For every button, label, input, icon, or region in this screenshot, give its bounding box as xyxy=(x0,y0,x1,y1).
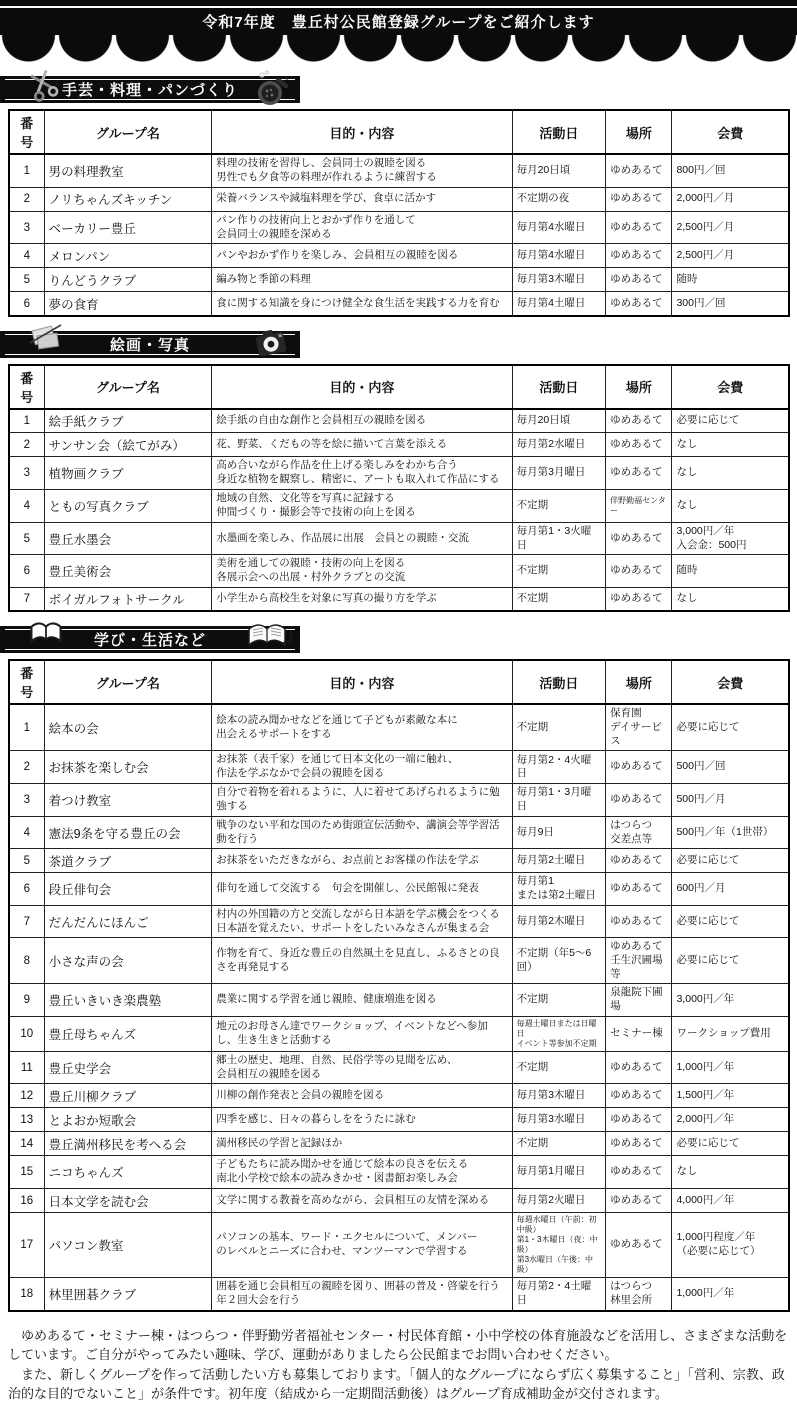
activity-day-cell: 不定期 xyxy=(512,490,606,523)
fee-cell: 4,000円／年 xyxy=(672,1189,789,1213)
purpose-cell: お抹茶をいただきながら、お点前とお客様の作法を学ぶ xyxy=(212,849,512,873)
fee-cell: 1,500円／年 xyxy=(672,1084,789,1108)
place-cell: ゆめあるて xyxy=(606,784,672,817)
fee-cell: 1,000円／年 xyxy=(672,1051,789,1084)
column-header: 活動日 xyxy=(512,110,606,154)
page-title: 令和7年度 豊丘村公民館登録グループをご紹介します xyxy=(202,14,595,31)
column-header: 場所 xyxy=(606,365,672,409)
activity-day-cell: 毎月第2火曜日 xyxy=(512,1189,606,1213)
place-cell: ゆめあるて xyxy=(606,1051,672,1084)
group-name-cell: 豊丘美術会 xyxy=(44,555,212,588)
banner-bar xyxy=(0,8,797,35)
group-name-cell: 段丘俳句会 xyxy=(44,873,212,905)
section-learning-life xyxy=(0,626,797,1311)
table-header-row xyxy=(9,660,789,704)
purpose-cell: 絵本の読み聞かせなどを通じて子どもが素敵な本に 出会えるサポートをする xyxy=(212,704,512,750)
section-title: 手芸・料理・パンづくり xyxy=(61,82,238,99)
row-number-cell: 6 xyxy=(9,873,44,905)
table-row xyxy=(9,1084,789,1108)
fee-cell: 1,000円程度／年 （必要に応じて） xyxy=(672,1213,789,1278)
table-row xyxy=(9,1189,789,1213)
column-header: 番号 xyxy=(9,660,44,704)
table-row xyxy=(9,704,789,750)
row-number-cell: 2 xyxy=(9,433,44,457)
group-name-cell: ベーカリー豊丘 xyxy=(44,211,212,244)
row-number-cell: 7 xyxy=(9,905,44,938)
fee-cell: 800円／回 xyxy=(672,154,789,187)
activity-day-cell: 毎月第3月曜日 xyxy=(512,457,606,490)
row-number-cell: 16 xyxy=(9,1189,44,1213)
fee-cell: 2,500円／月 xyxy=(672,211,789,244)
group-name-cell: 絵手紙クラブ xyxy=(44,409,212,433)
fee-cell: 必要に応じて xyxy=(672,1132,789,1156)
section-title: 学び・生活など xyxy=(93,632,206,650)
fee-cell: なし xyxy=(672,587,789,611)
purpose-cell: 戦争のない平和な国のため街頭宣伝活動や、講演会等学習活動を行う xyxy=(212,816,512,849)
group-name-cell: 憲法9条を守る豊丘の会 xyxy=(44,816,212,849)
fee-cell: なし xyxy=(672,433,789,457)
purpose-cell: 絵手紙の自由な創作と会員相互の親睦を図る xyxy=(212,409,512,433)
purpose-cell: 食に関する知識を身につけ健全な食生活を実践する力を育む xyxy=(212,292,512,316)
activity-day-cell: 毎月第1 または第2土曜日 xyxy=(512,873,606,905)
row-number-cell: 5 xyxy=(9,849,44,873)
activity-day-cell: 毎月20日頃 xyxy=(512,409,606,433)
activity-day-cell: 不定期 xyxy=(512,587,606,611)
activity-day-cell: 毎月20日頃 xyxy=(512,154,606,187)
table-row xyxy=(9,938,789,984)
row-number-cell: 3 xyxy=(9,784,44,817)
activity-day-cell: 毎月第4土曜日 xyxy=(512,292,606,316)
column-header: 目的・内容 xyxy=(212,660,512,704)
table-row xyxy=(9,154,789,187)
table-row xyxy=(9,984,789,1016)
place-cell: ゆめあるて xyxy=(606,457,672,490)
place-cell: ゆめあるて xyxy=(606,409,672,433)
activity-day-cell: 毎月第4水曜日 xyxy=(512,211,606,244)
activity-day-cell: 毎月第3木曜日 xyxy=(512,268,606,292)
table-row xyxy=(9,1213,789,1278)
column-header: 会費 xyxy=(672,660,789,704)
table-header-row xyxy=(9,110,789,154)
fee-cell: なし xyxy=(672,457,789,490)
row-number-cell: 7 xyxy=(9,587,44,611)
row-number-cell: 4 xyxy=(9,490,44,523)
row-number-cell: 1 xyxy=(9,409,44,433)
row-number-cell: 2 xyxy=(9,751,44,784)
fee-cell: 随時 xyxy=(672,268,789,292)
place-cell: ゆめあるて xyxy=(606,244,672,268)
place-cell: ゆめあるて xyxy=(606,154,672,187)
activity-day-cell: 毎週土曜日または日曜日 イベント等参加不定期 xyxy=(512,1016,606,1051)
fee-cell: 必要に応じて xyxy=(672,409,789,433)
activity-day-cell: 毎月第1・3火曜日 xyxy=(512,522,606,554)
fee-cell: 2,500円／月 xyxy=(672,244,789,268)
fee-cell: ワークショップ費用 xyxy=(672,1016,789,1051)
column-header: 場所 xyxy=(606,110,672,154)
fee-cell: 3,000円／年 xyxy=(672,984,789,1016)
section-header-bar xyxy=(0,76,300,103)
row-number-cell: 8 xyxy=(9,938,44,984)
purpose-cell: 地元のお母さん達でワークショップ、イベントなどへ参加し、生き生きと活動する xyxy=(212,1016,512,1051)
table-row xyxy=(9,522,789,554)
table-row xyxy=(9,1016,789,1051)
fee-cell: 2,000円／月 xyxy=(672,187,789,211)
purpose-cell: 子どもたちに読み聞かせを通じて絵本の良さを伝える 南北小学校で絵本の読みきかせ・図書館お楽しみ会 xyxy=(212,1156,512,1189)
purpose-cell: パンやおかず作りを楽しみ、会員相互の親睦を図る xyxy=(212,244,512,268)
column-header: 目的・内容 xyxy=(212,110,512,154)
table-header-row xyxy=(9,365,789,409)
column-header: 活動日 xyxy=(512,365,606,409)
table-row xyxy=(9,268,789,292)
row-number-cell: 1 xyxy=(9,154,44,187)
footer-note xyxy=(8,1326,789,1404)
row-number-cell: 5 xyxy=(9,522,44,554)
group-name-cell: 豊丘水墨会 xyxy=(44,522,212,554)
activity-day-cell: 毎週水曜日（午前：初中級） 第1・3木曜日（夜：中級） 第3水曜日（午後：中級） xyxy=(512,1213,606,1278)
place-cell: ゆめあるて xyxy=(606,555,672,588)
purpose-cell: 文学に関する教養を高めながら、会員相互の友情を深める xyxy=(212,1189,512,1213)
place-cell: ゆめあるて xyxy=(606,522,672,554)
row-number-cell: 13 xyxy=(9,1108,44,1132)
purpose-cell: 作物を育て、身近な豊丘の自然風土を見直し、ふるさとの良さを再発見する xyxy=(212,938,512,984)
table-row xyxy=(9,587,789,611)
row-number-cell: 11 xyxy=(9,1051,44,1084)
fee-cell: なし xyxy=(672,1156,789,1189)
activity-day-cell: 不定期 xyxy=(512,704,606,750)
row-number-cell: 14 xyxy=(9,1132,44,1156)
column-header: グループ名 xyxy=(44,365,212,409)
row-number-cell: 1 xyxy=(9,704,44,750)
place-cell: はつらつ 交差点等 xyxy=(606,816,672,849)
activity-day-cell: 毎月第3水曜日 xyxy=(512,1108,606,1132)
purpose-cell: 水墨画を楽しみ、作品展に出展 会員との親睦・交流 xyxy=(212,522,512,554)
group-name-cell: 林里囲碁クラブ xyxy=(44,1278,212,1311)
purpose-cell: 高め合いながら作品を仕上げる楽しみをわかち合う 身近な植物を観察し、精密に、アートも取入れて作品にする xyxy=(212,457,512,490)
place-cell: ゆめあるて xyxy=(606,751,672,784)
place-cell: ゆめあるて xyxy=(606,1084,672,1108)
table-row xyxy=(9,751,789,784)
camera-icon xyxy=(252,324,292,369)
group-name-cell: お抹茶を楽しむ会 xyxy=(44,751,212,784)
group-name-cell: 夢の食育 xyxy=(44,292,212,316)
section-title: 絵画・写真 xyxy=(109,336,190,354)
fee-cell: 3,000円／年 入会金：500円 xyxy=(672,522,789,554)
purpose-cell: パソコンの基本、ワード・エクセルについて、メンバー のレベルとニーズに合わせ、マンツーマンで学習する xyxy=(212,1213,512,1278)
column-header: 番号 xyxy=(9,365,44,409)
table-row xyxy=(9,187,789,211)
table-row xyxy=(9,490,789,523)
banner-scallop-edge xyxy=(0,35,797,62)
purpose-cell: 村内の外国籍の方と交流しながら日本語を学ぶ機会をつくる 日本語を覚えたい、サポートをしたいみなさんが集まる会 xyxy=(212,905,512,938)
section-art-photo xyxy=(0,331,797,612)
activity-day-cell: 毎月第1月曜日 xyxy=(512,1156,606,1189)
row-number-cell: 15 xyxy=(9,1156,44,1189)
activity-day-cell: 毎月第1・3月曜日 xyxy=(512,784,606,817)
column-header: 活動日 xyxy=(512,660,606,704)
place-cell: ゆめあるて xyxy=(606,873,672,905)
fee-cell: 2,000円／年 xyxy=(672,1108,789,1132)
group-table-art xyxy=(8,364,790,612)
fee-cell: 500円／月 xyxy=(672,784,789,817)
purpose-cell: 地域の自然、文化等を写真に記録する 仲間づくり・撮影会等で技術の向上を図る xyxy=(212,490,512,523)
activity-day-cell: 毎月第2木曜日 xyxy=(512,905,606,938)
group-name-cell: 着つけ教室 xyxy=(44,784,212,817)
place-cell: ゆめあるて xyxy=(606,268,672,292)
activity-day-cell: 毎月第4水曜日 xyxy=(512,244,606,268)
table-row xyxy=(9,555,789,588)
purpose-cell: 四季を感じ、日々の暮らしををうたに詠む xyxy=(212,1108,512,1132)
activity-day-cell: 毎月第3木曜日 xyxy=(512,1084,606,1108)
fee-cell: 500円／回 xyxy=(672,751,789,784)
group-name-cell: サンサン会（絵てがみ） xyxy=(44,433,212,457)
column-header: グループ名 xyxy=(44,110,212,154)
activity-day-cell: 毎月第2・4土曜日 xyxy=(512,1278,606,1311)
row-number-cell: 10 xyxy=(9,1016,44,1051)
footer-paragraph: また、新しくグループを作って活動したい方も募集しております。「個人的なグループにならず広く募集すること」「営利、宗教、政治的な目的でないこと」が条件です。初年度（結成から一定期間活動後）はグループ育成補助金が交付されます。 xyxy=(8,1366,785,1402)
table-row xyxy=(9,1051,789,1084)
group-name-cell: ともの写真クラブ xyxy=(44,490,212,523)
activity-day-cell: 不定期 xyxy=(512,555,606,588)
group-name-cell: 豊丘いきいき楽農塾 xyxy=(44,984,212,1016)
group-name-cell: 豊丘満州移民を考へる会 xyxy=(44,1132,212,1156)
section-crafts-cooking xyxy=(0,76,797,317)
section-header-bar xyxy=(0,331,300,358)
group-name-cell: だんだんにほんご xyxy=(44,905,212,938)
row-number-cell: 3 xyxy=(9,457,44,490)
fee-cell: 500円／年（1世帯） xyxy=(672,816,789,849)
table-row xyxy=(9,1108,789,1132)
activity-day-cell: 不定期 xyxy=(512,984,606,1016)
column-header: 目的・内容 xyxy=(212,365,512,409)
place-cell: ゆめあるて 壬生沢圃場等 xyxy=(606,938,672,984)
fee-cell: 300円／回 xyxy=(672,292,789,316)
group-name-cell: ノリちゃんズキッチン xyxy=(44,187,212,211)
table-row xyxy=(9,849,789,873)
banner xyxy=(0,0,797,62)
place-cell: ゆめあるて xyxy=(606,211,672,244)
place-cell: ゆめあるて xyxy=(606,1213,672,1278)
place-cell: 保育園 デイサービス xyxy=(606,704,672,750)
row-number-cell: 6 xyxy=(9,292,44,316)
place-cell: ゆめあるて xyxy=(606,1132,672,1156)
group-name-cell: 男の料理教室 xyxy=(44,154,212,187)
group-name-cell: 絵本の会 xyxy=(44,704,212,750)
group-table-learning xyxy=(8,659,790,1311)
scissors-icon xyxy=(28,68,60,105)
fee-cell: 600円／月 xyxy=(672,873,789,905)
activity-day-cell: 不定期の夜 xyxy=(512,187,606,211)
group-name-cell: メロンパン xyxy=(44,244,212,268)
group-name-cell: 茶道クラブ xyxy=(44,849,212,873)
group-name-cell: 小さな声の会 xyxy=(44,938,212,984)
purpose-cell: 小学生から高校生を対象に写真の撮り方を学ぶ xyxy=(212,587,512,611)
fee-cell: 随時 xyxy=(672,555,789,588)
table-row xyxy=(9,816,789,849)
activity-day-cell: 毎月第2水曜日 xyxy=(512,433,606,457)
fee-cell: なし xyxy=(672,490,789,523)
table-row xyxy=(9,1132,789,1156)
purpose-cell: 川柳の創作発表と会員の親睦を図る xyxy=(212,1084,512,1108)
group-name-cell: ニコちゃんズ xyxy=(44,1156,212,1189)
place-cell: ゆめあるて xyxy=(606,905,672,938)
place-cell: ゆめあるて xyxy=(606,292,672,316)
table-row xyxy=(9,292,789,316)
row-number-cell: 4 xyxy=(9,816,44,849)
group-name-cell: パソコン教室 xyxy=(44,1213,212,1278)
purpose-cell: お抹茶（表千家）を通じて日本文化の一端に触れ、 作法を学ぶなかで会員の親睦を図る xyxy=(212,751,512,784)
place-cell: セミナー棟 xyxy=(606,1016,672,1051)
purpose-cell: 栄養バランスや減塩料理を学び、食卓に活かす xyxy=(212,187,512,211)
place-cell: ゆめあるて xyxy=(606,187,672,211)
fee-cell: 1,000円／年 xyxy=(672,1278,789,1311)
group-name-cell: 豊丘母ちゃんズ xyxy=(44,1016,212,1051)
group-table-crafts xyxy=(8,109,790,317)
group-name-cell: 豊丘川柳クラブ xyxy=(44,1084,212,1108)
table-row xyxy=(9,457,789,490)
table-row xyxy=(9,873,789,905)
row-number-cell: 9 xyxy=(9,984,44,1016)
purpose-cell: 郷土の歴史、地理、自然、民俗学等の見聞を広め、 会員相互の親睦を図る xyxy=(212,1051,512,1084)
top-strip xyxy=(0,0,797,6)
fee-cell: 必要に応じて xyxy=(672,704,789,750)
place-cell: ゆめあるて xyxy=(606,849,672,873)
purpose-cell: 俳句を通して交流する 句会を開催し、公民館報に発表 xyxy=(212,873,512,905)
table-row xyxy=(9,1156,789,1189)
fee-cell: 必要に応じて xyxy=(672,938,789,984)
place-cell: ゆめあるて xyxy=(606,433,672,457)
group-name-cell: りんどうクラブ xyxy=(44,268,212,292)
purpose-cell: 満州移民の学習と記録ほか xyxy=(212,1132,512,1156)
row-number-cell: 5 xyxy=(9,268,44,292)
column-header: 番号 xyxy=(9,110,44,154)
row-number-cell: 12 xyxy=(9,1084,44,1108)
open-books-icon xyxy=(246,619,292,662)
row-number-cell: 3 xyxy=(9,211,44,244)
place-cell: ゆめあるて xyxy=(606,1156,672,1189)
activity-day-cell: 毎月9日 xyxy=(512,816,606,849)
purpose-cell: 花、野菜、くだもの等を絵に描いて言葉を添える xyxy=(212,433,512,457)
purpose-cell: 編み物と季節の料理 xyxy=(212,268,512,292)
column-header: グループ名 xyxy=(44,660,212,704)
place-cell: ゆめあるて xyxy=(606,1189,672,1213)
purpose-cell: パン作りの技術向上とおかず作りを通して 会員同士の親睦を深める xyxy=(212,211,512,244)
group-name-cell: 日本文学を読む会 xyxy=(44,1189,212,1213)
place-cell: ゆめあるて xyxy=(606,1108,672,1132)
fee-cell: 必要に応じて xyxy=(672,849,789,873)
table-row xyxy=(9,433,789,457)
section-header-bar xyxy=(0,626,300,653)
purpose-cell: 農業に関する学習を通じ親睦、健康増進を図る xyxy=(212,984,512,1016)
purpose-cell: 美術を通しての親睦・技術の向上を図る 各展示会への出展・村外クラブとの交流 xyxy=(212,555,512,588)
row-number-cell: 18 xyxy=(9,1278,44,1311)
place-cell: 泉龍院下圃場 xyxy=(606,984,672,1016)
row-number-cell: 6 xyxy=(9,555,44,588)
place-cell: はつらつ 林里会所 xyxy=(606,1278,672,1311)
table-row xyxy=(9,905,789,938)
open-book-icon xyxy=(28,618,64,655)
activity-day-cell: 不定期 xyxy=(512,1132,606,1156)
row-number-cell: 17 xyxy=(9,1213,44,1278)
activity-day-cell: 毎月第2土曜日 xyxy=(512,849,606,873)
frying-pan-icon xyxy=(252,69,292,114)
table-row xyxy=(9,244,789,268)
activity-day-cell: 不定期（年5～6回） xyxy=(512,938,606,984)
column-header: 会費 xyxy=(672,110,789,154)
place-cell: 伴野勤福センター xyxy=(606,490,672,523)
row-number-cell: 2 xyxy=(9,187,44,211)
group-name-cell: 豊丘史学会 xyxy=(44,1051,212,1084)
fee-cell: 必要に応じて xyxy=(672,905,789,938)
group-name-cell: 植物画クラブ xyxy=(44,457,212,490)
group-name-cell: ボイガルフォトサークル xyxy=(44,587,212,611)
column-header: 場所 xyxy=(606,660,672,704)
table-row xyxy=(9,211,789,244)
activity-day-cell: 毎月第2・4火曜日 xyxy=(512,751,606,784)
place-cell: ゆめあるて xyxy=(606,587,672,611)
table-row xyxy=(9,784,789,817)
sketch-paper-icon xyxy=(28,323,64,362)
row-number-cell: 4 xyxy=(9,244,44,268)
purpose-cell: 囲碁を通じ会員相互の親睦を図り、囲碁の普及・啓蒙を行う 年２回大会を行う xyxy=(212,1278,512,1311)
activity-day-cell: 不定期 xyxy=(512,1051,606,1084)
table-row xyxy=(9,409,789,433)
purpose-cell: 自分で着物を着れるように、人に着せてあげられるように勉強する xyxy=(212,784,512,817)
column-header: 会費 xyxy=(672,365,789,409)
footer-paragraph: ゆめあるて・セミナー棟・はつらつ・伴野勤労者福祉センター・村民体育館・小中学校の体育施設などを活用し、さまざまな活動をしています。ご自分がやってみたい趣味、学び、運動がありましたら公民館までお問い合わせください。 xyxy=(8,1327,788,1363)
purpose-cell: 料理の技術を習得し、会員同士の親睦を図る 男性でも夕食等の料理が作れるように練習する xyxy=(212,154,512,187)
group-name-cell: とよおか短歌会 xyxy=(44,1108,212,1132)
table-row xyxy=(9,1278,789,1311)
